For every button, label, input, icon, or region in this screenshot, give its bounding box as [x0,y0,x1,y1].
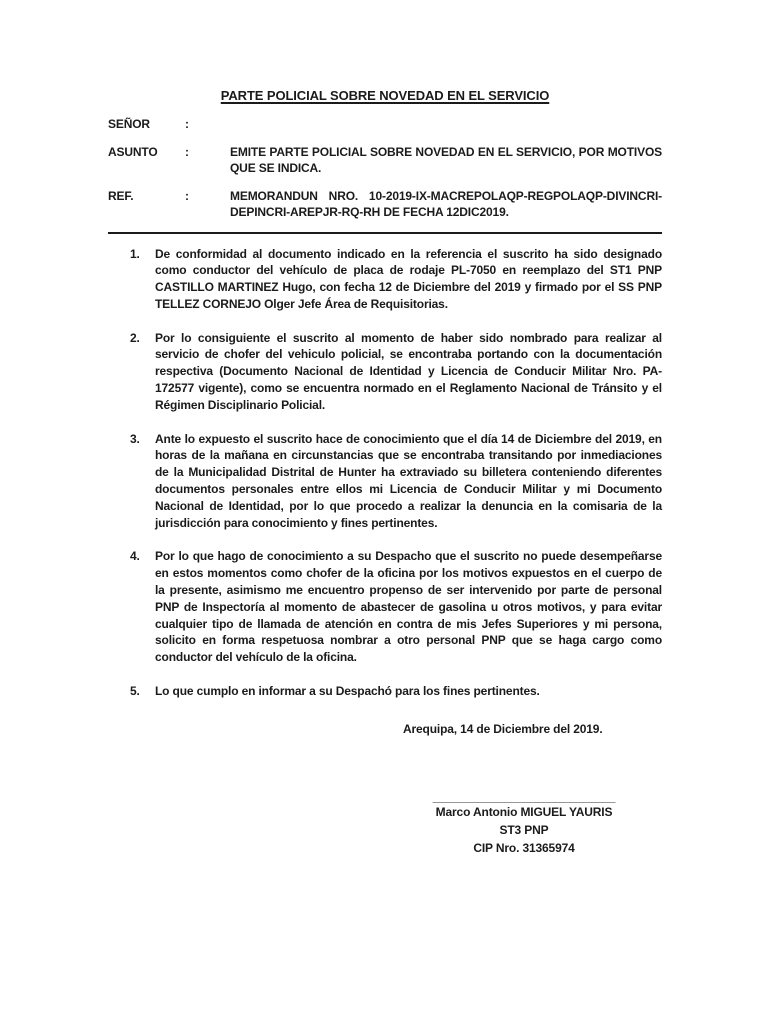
field-value-senor [230,116,662,133]
paragraph-number: 2. [130,330,140,345]
paragraph-number: 1. [130,246,140,261]
header-field-ref [108,188,662,221]
paragraph-5 [130,683,662,700]
paragraph-number: 4. [130,549,140,564]
header-divider [108,232,662,234]
field-separator: : [185,117,189,131]
paragraph-4 [130,548,662,666]
header-field-senor [108,116,662,133]
paragraph-number: 5. [130,684,140,699]
paragraph-text: Por lo que hago de conocimiento a su Despacho que el suscrito no puede desempeñarse en estos momentos como chofer de la oficina por los motivos expuestos en el cuerpo de la presente, asimismo me encuentro propenso de ser intervenido por parte de personal PNP de Inspectoría al momento de abastecer de gasolina u otros motivos, y para evitar cualquier tipo de llamada de atención en contra de mis Jefes Superiores y mi persona, solicito en forma respetuosa nombrar a otro personal PNP que se haga cargo como conductor del vehículo de la oficina. [155,549,662,665]
paragraph-2 [130,330,662,414]
document-content [108,88,662,857]
field-label-senor: SEÑOR [108,117,150,131]
paragraph-3 [130,431,662,532]
paragraph-text: De conformidad al documento indicado en la referencia el suscrito ha sido designado como conductor del vehículo de placa de rodaje PL-7050 en reemplazo del ST1 PNP CASTILLO MARTINEZ Hugo, con fecha 12 de Diciembre del 2019 y firmado por el SS PNP TELLEZ CORNEJO Olger Jefe Área de Requisitorias. [155,246,662,311]
document-title: PARTE POLICIAL SOBRE NOVEDAD EN EL SERVICIO [220,88,550,103]
signature-name: Marco Antonio MIGUEL YAURIS [435,804,613,819]
field-label-ref: REF. [108,188,134,203]
paragraph-text: Ante lo expuesto el suscrito hace de conocimiento que el día 14 de Diciembre del 2019, en horas de la mañana en circunstancias que se encontraba transitando por inmediaciones de la Municipalidad Distrital de Hunter ha extraviado su billetera conteniendo diferentes documentos personales entre ellos mi Licencia de Conducir Militar y mi Documento Nacional de Identidad, por lo que procedo a realizar la denuncia en la comisaria de la jurisdicción para conocimiento y fines pertinentes. [155,431,662,530]
paragraph-text: Lo que cumplo en informar a su Despachó para los fines pertinentes. [155,684,540,699]
paragraph-number: 3. [130,431,140,446]
field-value-ref: MEMORANDUN NRO. 10-2019-IX-MACREPOLAQP-REGPOLAQP-DIVINCRI-DEPINCRI-AREPJR-RQ-RH DE FECHA 12DIC2019. [230,188,662,219]
field-separator: : [185,144,189,159]
field-value-asunto: EMITE PARTE POLICIAL SOBRE NOVEDAD EN EL SERVICIO, POR MOTIVOS QUE SE INDICA. [230,144,662,175]
field-separator: : [185,188,189,203]
header-field-asunto [108,144,662,177]
numbered-paragraphs [130,246,662,700]
signature-block [426,791,622,857]
signature-cip: CIP Nro. 31365974 [473,840,575,855]
field-label-asunto: ASUNTO [108,144,158,159]
signature-line: ____________________________ [432,790,616,803]
paragraph-text: Por lo consiguiente el suscrito al momento de haber sido nombrado para realizar al servicio de chofer del vehiculo policial, se encontraba portando con la documentación respectiva (Documento Nacional de Identidad y Licencia de Conducir Militar Nro. PA-172577 vigente), como se encuentra normado en el Reglamento Nacional de Tránsito y el Régimen Disciplinario Policial. [155,330,662,412]
paragraph-1 [130,246,662,313]
signature-rank: ST3 PNP [499,822,549,837]
dateline: Arequipa, 14 de Diciembre del 2019. [403,721,603,736]
